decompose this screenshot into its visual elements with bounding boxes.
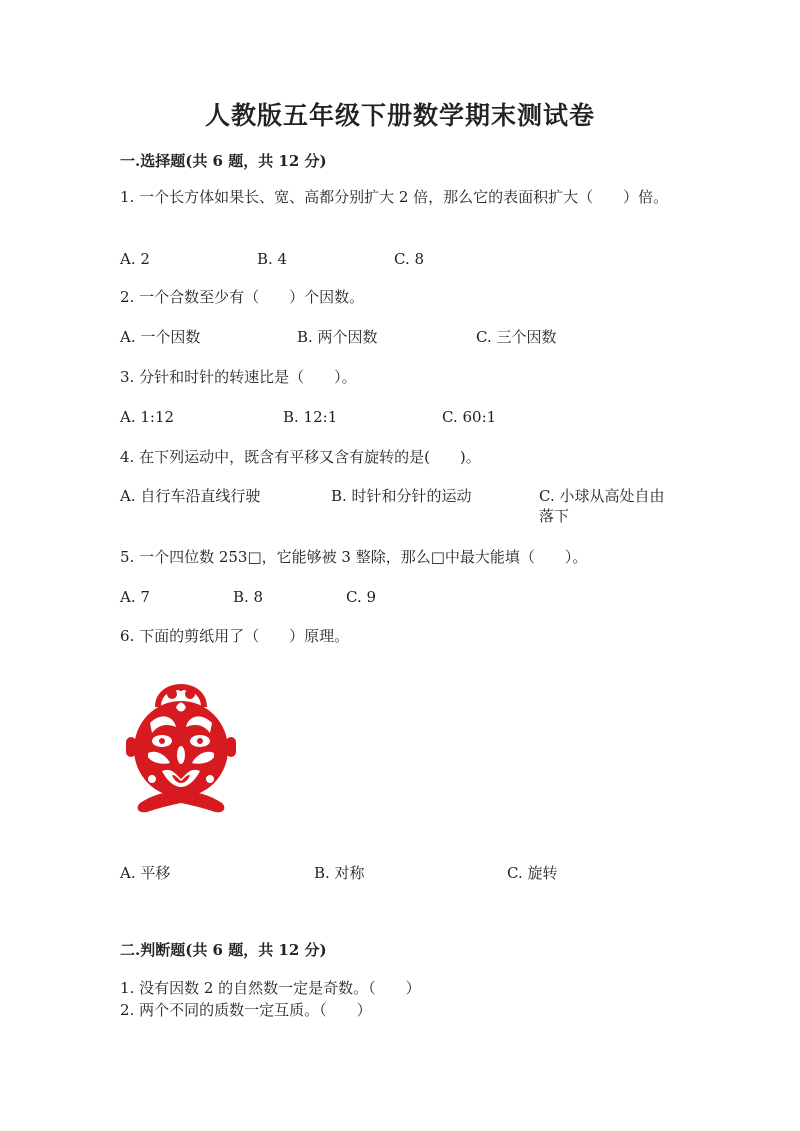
q1-option-b: B. 4 (257, 250, 288, 268)
question-2: 2. 一个合数至少有（ ）个因数。 (120, 288, 365, 306)
section-heading-judgement: 二.判断题(共 6 题，共 12 分) (120, 941, 327, 959)
q6-option-a: A. 平移 (120, 864, 171, 882)
q3-option-a: A. 1:12 (120, 408, 175, 426)
page-title: 人教版五年级下册数学期末测试卷 (204, 101, 595, 130)
q4-option-a: A. 自行车沿直线行驶 (120, 487, 261, 505)
q4-option-b: B. 时针和分针的运动 (331, 487, 472, 505)
question-6: 6. 下面的剪纸用了（ ）原理。 (120, 627, 350, 645)
q6-option-c: C. 旋转 (507, 864, 558, 882)
question-4: 4. 在下列运动中，既含有平移又含有旋转的是( )。 (120, 448, 481, 466)
judgement-question-2: 2. 两个不同的质数一定互质。（ ） (120, 1001, 372, 1019)
q5-option-b: B. 8 (233, 588, 264, 606)
question-1: 1. 一个长方体如果长、宽、高都分别扩大 2 倍，那么它的表面积扩大（ ）倍。 (120, 188, 669, 206)
section-heading-choice: 一.选择题(共 6 题，共 12 分) (120, 152, 327, 170)
question-3: 3. 分针和时针的转速比是（ ）。 (120, 368, 357, 386)
q3-option-c: C. 60:1 (442, 408, 497, 426)
q2-option-a: A. 一个因数 (120, 328, 201, 346)
q2-option-b: B. 两个因数 (297, 328, 378, 346)
q2-option-c: C. 三个因数 (476, 328, 557, 346)
question-5: 5. 一个四位数 253□，它能够被 3 整除，那么□中最大能填（ ）。 (120, 548, 588, 566)
q5-option-a: A. 7 (120, 588, 150, 606)
q1-option-c: C. 8 (394, 250, 425, 268)
q4-option-c: C. 小球从高处自由落下 (539, 487, 665, 525)
q6-option-b: B. 对称 (314, 864, 365, 882)
paper-cut-image (122, 683, 240, 817)
q3-option-b: B. 12:1 (283, 408, 338, 426)
judgement-question-1: 1. 没有因数 2 的自然数一定是奇数。（ ） (120, 979, 421, 997)
q1-option-a: A. 2 (120, 250, 150, 268)
q5-option-c: C. 9 (346, 588, 377, 606)
